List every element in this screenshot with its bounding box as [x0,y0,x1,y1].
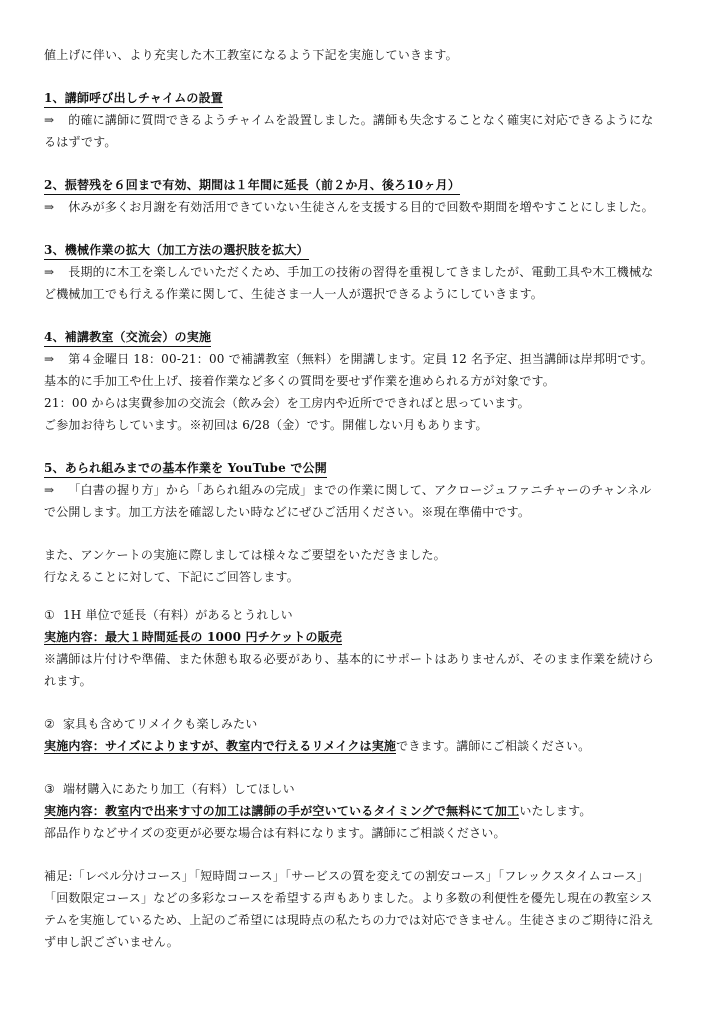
section-1-line-1: ⇒ 的確に講師に質問できるようチャイムを設置しました。講師も失念することなく確実に対応できるようにな [44,113,654,127]
section-3-line-1: ⇒ 長期的に木工を楽しんでいただくため、手加工の技術の習得を重視してきましたが、電動工具や木工機械な [44,265,654,279]
section-3-heading: 3、機械作業の拡大（加工方法の選択肢を拡大） [44,242,309,260]
arrow-icon: ⇒ [44,113,55,127]
request-2-title: ② 家具も含めてリメイクも楽しみたい [44,717,258,731]
section-4-line-3: 21：00 からは実費参加の交流会（飲み会）を工房内や近所でできればと思っています。 [44,396,530,410]
request-2-answer: 実施内容：サイズによりますが、教室内で行えるリメイクは実施できます。講師にご相談ください。 [44,739,591,753]
section-1-heading: 1、講師呼び出しチャイムの設置 [44,90,223,108]
request-1-note-2: れます。 [44,674,92,688]
document-page [44,44,684,953]
arrow-icon: ⇒ [44,265,55,279]
section-4-line-1: ⇒ 第４金曜日 18：00-21：00 で補講教室（無料）を開講します。定員 12 名予定、担当講師は岸邦明です。 [44,352,654,366]
arrow-icon: ⇒ [44,483,55,497]
request-3-answer: 実施内容：教室内で出来す寸の加工は講師の手が空いているタイミングで無料にて加工いたします。 [44,804,592,818]
section-4-line-2: 基本的に手加工や仕上げ、接着作業など多くの質問を要せず作業を進められる方が対象です。 [44,374,555,388]
intro-text: 値上げに伴い、より充実した木工教室になるよう下記を実施していきます。 [44,48,458,62]
section-2-line-1: ⇒ 休みが多くお月謝を有効活用できていない生徒さんを支援する目的で回数や期間を増やすことにしました。 [44,200,654,214]
request-1-answer: 実施内容：最大１時間延長の 1000 円チケットの販売 [44,630,343,644]
supplement-line-1: 補足:「レベル分けコース」「短時間コース」「サービスの質を変えての割安コース」「フレックスタイムコース」 [44,869,650,883]
section-1-line-2: るはずです。 [44,135,117,149]
supplement-line-3: テムを実施しているため、上記のご希望には現時点の私たちの力では対応できません。生徒さまのご期待に沿え [44,913,654,927]
circled-number-2: ② [44,717,55,731]
request-1-title: ① 1H 単位で延長（有料）があるとうれしい [44,608,293,622]
circled-number-1: ① [44,608,55,622]
arrow-icon: ⇒ [44,200,55,214]
survey-intro-line-2: 行なえることに対して、下記にご回答します。 [44,570,300,584]
circled-number-3: ③ [44,782,55,796]
section-4-heading: 4、補講教室（交流会）の実施 [44,329,211,347]
survey-intro-line-1: また、アンケートの実施に際しましては様々なご要望をいただきました。 [44,548,446,562]
arrow-icon: ⇒ [44,352,55,366]
section-4-line-4: ご参加お待ちしています。※初回は 6/28（金）です。開催しない月もあります。 [44,418,488,432]
section-5-line-1: ⇒ 「白書の握り方」から「あられ組みの完成」までの作業に関して、アクロージュファニチャーのチャンネル [44,483,652,497]
section-2-heading: 2、振替残を６回まで有効、期間は１年間に延長（前２か月、後ろ10ヶ月） [44,177,460,195]
supplement-line-2: 「回数限定コース」などの多彩なコースを希望する声もありました。より多数の利便性を優先し現在の教室シス [44,891,653,905]
section-5-heading: 5、あられ組みまでの基本作業を YouTube で公開 [44,460,327,478]
section-3-line-2: ど機械加工でも行える作業に関して、生徒さま一人一人が選択できるようにしていきます。 [44,287,544,301]
request-1-note-1: ※講師は片付けや準備、また休憩も取る必要があり、基本的にサポートはありませんが、そのまま作業を続けら [44,652,655,666]
request-3-title: ③ 端材購入にあたり加工（有料）してほしい [44,782,295,796]
request-3-note-1: 部品作りなどサイズの変更が必要な場合は有料になります。講師にご相談ください。 [44,826,506,840]
supplement-line-4: ず申し訳ございません。 [44,935,179,949]
section-5-line-2: で公開します。加工方法を確認したい時などにぜひご活用ください。※現在準備中です。 [44,505,531,519]
